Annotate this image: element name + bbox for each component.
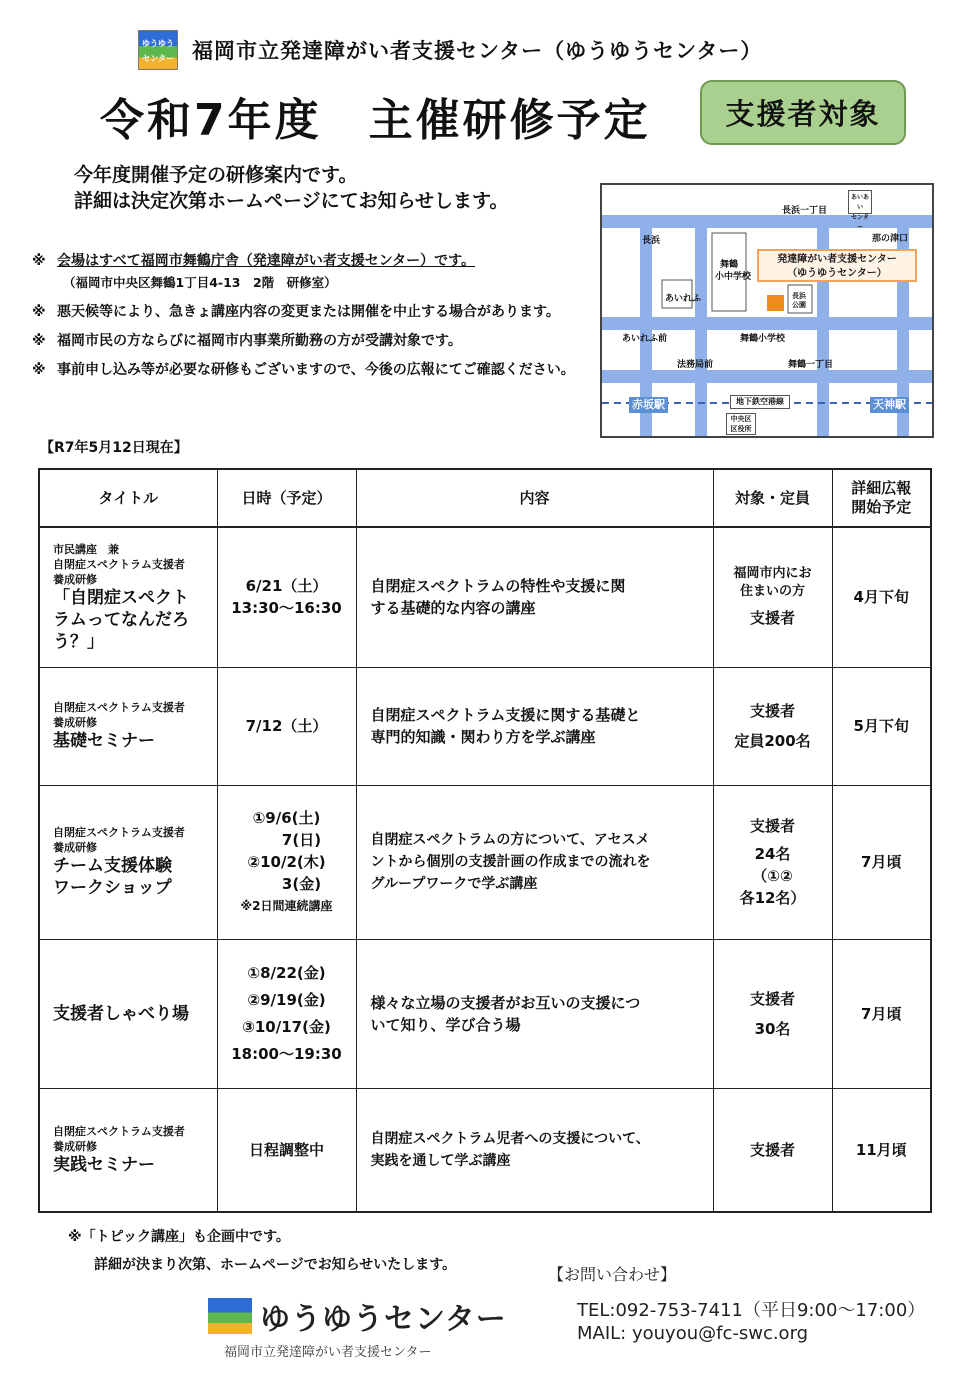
table-row bbox=[39, 1088, 931, 1212]
station-akasaka: 赤坂駅 bbox=[629, 397, 668, 413]
map-label: 舞鶴小学校 bbox=[740, 334, 786, 344]
note-item bbox=[32, 359, 602, 381]
map-building: 中央区 区役所 bbox=[726, 413, 756, 435]
note-text: 会場はすべて福岡市舞鶴庁舎（発達障がい者支援センター）です。 bbox=[57, 253, 476, 269]
cell-publicity: 7月頃 bbox=[832, 939, 931, 1088]
map-center-callout: 発達障がい者支援センター （ゆうゆうセンター） bbox=[757, 249, 917, 282]
table-row bbox=[39, 527, 931, 667]
cell-content: 自閉症スペクトラム児者への支援について、 実践を通して学ぶ講座 bbox=[356, 1088, 713, 1212]
table-header-row bbox=[39, 469, 931, 527]
note-mark: ※ bbox=[32, 304, 46, 320]
cell-target: 福岡市内にお 住まいの方 支援者 bbox=[713, 527, 832, 667]
note-item bbox=[32, 330, 602, 352]
topic-lecture-note bbox=[68, 1223, 456, 1279]
map-label: 舞鶴一丁目 bbox=[788, 360, 834, 370]
map-label: 舞鶴 bbox=[720, 260, 739, 270]
footer-logo-subtitle: 福岡市立発達障がい者支援センター bbox=[224, 1345, 432, 1360]
access-map bbox=[600, 183, 934, 438]
column-header: 詳細広報 開始予定 bbox=[832, 469, 931, 527]
table-row bbox=[39, 939, 931, 1088]
map-label: あいれふ bbox=[665, 294, 702, 304]
location-pin-icon bbox=[767, 295, 784, 311]
map-label: 那の津口 bbox=[872, 234, 909, 244]
note-sub-text: （福岡市中央区舞鶴1丁目4-13 2階 研修室） bbox=[63, 275, 337, 290]
cell-title: 自閉症スペクトラム支援者 養成研修 チーム支援体験 ワークショップ bbox=[39, 785, 217, 939]
note-mark: ※ bbox=[32, 362, 46, 378]
center-logo-icon: ゆうゆう センター bbox=[138, 30, 178, 70]
note-text: 悪天候等により、急きょ講座内容の変更または開催を中止する場合があります。 bbox=[57, 304, 560, 320]
map-building: あいあい センター bbox=[848, 190, 872, 214]
cell-publicity: 7月頃 bbox=[832, 785, 931, 939]
cell-date: ①8/22(金) ②9/19(金) ③10/17(金) 18:00～19:30 bbox=[217, 939, 356, 1088]
cell-content: 様々な立場の支援者がお互いの支援につ いて知り、学び合う場 bbox=[356, 939, 713, 1088]
map-label: 公園 bbox=[792, 301, 806, 309]
cell-title: 自閉症スペクトラム支援者 養成研修 基礎セミナー bbox=[39, 667, 217, 785]
column-header: 内容 bbox=[356, 469, 713, 527]
column-header: タイトル bbox=[39, 469, 217, 527]
contact-heading: 【お問い合わせ】 bbox=[548, 1265, 677, 1284]
cell-publicity: 5月下旬 bbox=[832, 667, 931, 785]
note-mark: ※ bbox=[32, 253, 46, 269]
subway-line-label: 地下鉄空港線 bbox=[730, 395, 790, 409]
map-label: 長浜 bbox=[642, 236, 661, 246]
note-text: 事前申し込み等が必要な研修もございますので、今後の広報にてご確認ください。 bbox=[57, 362, 575, 378]
cell-title: 支援者しゃべり場 bbox=[39, 939, 217, 1088]
cell-date: 7/12（土） bbox=[217, 667, 356, 785]
note-mark: ※ bbox=[32, 333, 46, 349]
cell-target: 支援者 30名 bbox=[713, 939, 832, 1088]
note-item bbox=[32, 301, 602, 323]
notes-list bbox=[32, 250, 602, 388]
page-title: 令和7年度 主催研修予定 bbox=[100, 95, 651, 146]
cell-target: 支援者 bbox=[713, 1088, 832, 1212]
intro-line-1: 今年度開催予定の研修案内です。 bbox=[74, 164, 358, 186]
column-header: 対象・定員 bbox=[713, 469, 832, 527]
cell-title: 市民講座 兼 自閉症スペクトラム支援者 養成研修 「自閉症スペクト ラムってなんだろ う？」 bbox=[39, 527, 217, 667]
cell-publicity: 4月下旬 bbox=[832, 527, 931, 667]
cell-content: 自閉症スペクトラムの方について、アセスメ ントから個別の支援計画の作成までの流れを グループワークで学ぶ講座 bbox=[356, 785, 713, 939]
cell-publicity: 11月頃 bbox=[832, 1088, 931, 1212]
map-label: あいれふ前 bbox=[622, 334, 668, 344]
as-of-date: 【R7年5月12日現在】 bbox=[40, 440, 188, 456]
cell-content: 自閉症スペクトラムの特性や支援に関 する基礎的な内容の講座 bbox=[356, 527, 713, 667]
note-item bbox=[32, 250, 602, 294]
audience-badge: 支援者対象 bbox=[700, 80, 906, 145]
footer-logo-name: ゆうゆうセンター bbox=[260, 1302, 507, 1337]
cell-target: 支援者 定員200名 bbox=[713, 667, 832, 785]
cell-content: 自閉症スペクトラム支援に関する基礎と 専門的知識・関わり方を学ぶ講座 bbox=[356, 667, 713, 785]
table-row bbox=[39, 667, 931, 785]
table-row bbox=[39, 785, 931, 939]
note-text: 福岡市民の方ならびに福岡市内事業所勤務の方が受講対象です。 bbox=[57, 333, 462, 349]
center-logo-icon bbox=[208, 1298, 252, 1334]
topic-line-1: ※「トピック講座」も企画中です。 bbox=[68, 1229, 290, 1245]
cell-date: ①9/6(土) 7(日) ②10/2(木) 3(金) ※2日間連続講座 bbox=[217, 785, 356, 939]
column-header: 日時（予定） bbox=[217, 469, 356, 527]
map-label: 長浜 bbox=[792, 292, 806, 300]
intro-text bbox=[74, 162, 509, 214]
organization-name: 福岡市立発達障がい者支援センター（ゆうゆうセンター） bbox=[192, 39, 763, 63]
map-label: 小中学校 bbox=[715, 272, 752, 282]
map-label: 法務局前 bbox=[677, 360, 714, 370]
footer-logo bbox=[208, 1294, 507, 1338]
cell-target: 支援者 24名 （①② 各12名） bbox=[713, 785, 832, 939]
station-tenjin: 天神駅 bbox=[870, 397, 909, 413]
contact-email: MAIL: youyou@fc-swc.org bbox=[577, 1323, 809, 1344]
training-schedule-table bbox=[38, 468, 932, 1213]
map-label: 長浜一丁目 bbox=[782, 206, 828, 216]
contact-phone: TEL:092-753-7411（平日9:00～17:00） bbox=[577, 1300, 926, 1321]
intro-line-2: 詳細は決定次第ホームページにてお知らせします。 bbox=[74, 190, 509, 212]
cell-date: 6/21（土） 13:30～16:30 bbox=[217, 527, 356, 667]
cell-date: 日程調整中 bbox=[217, 1088, 356, 1212]
header bbox=[138, 30, 762, 70]
cell-title: 自閉症スペクトラム支援者 養成研修 実践セミナー bbox=[39, 1088, 217, 1212]
topic-line-2: 詳細が決まり次第、ホームページでお知らせいたします。 bbox=[94, 1257, 457, 1273]
